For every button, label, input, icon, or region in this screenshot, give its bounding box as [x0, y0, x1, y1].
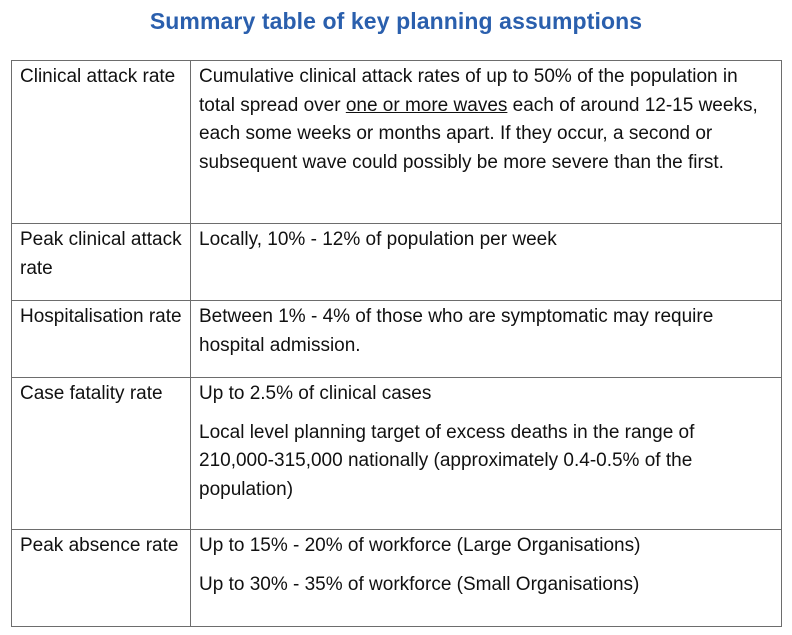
table-row-peak-clinical-attack-rate — [12, 224, 782, 301]
table-row-clinical-attack-rate — [12, 61, 782, 224]
page-title: Summary table of key planning assumptions — [149, 8, 643, 34]
value-text: each of around 12-15 weeks, each some weeks or months apart. If they occur, a second or subsequent wave could possibly be more severe than the first. — [199, 94, 758, 173]
value-paragraph: Local level planning target of excess deaths in the range of 210,000-315,000 nationally (approximately 0.4-0.5% of the population) — [199, 421, 695, 500]
row-value: Locally, 10% - 12% of population per week — [191, 224, 782, 301]
row-label: Peak absence rate — [12, 530, 191, 627]
value-paragraph: Up to 30% - 35% of workforce (Small Organisations) — [199, 573, 640, 595]
row-label: Case fatality rate — [12, 378, 191, 530]
row-label: Hospitalisation rate — [12, 301, 191, 378]
row-value — [191, 530, 782, 627]
assumptions-table — [11, 60, 782, 627]
row-value — [191, 378, 782, 530]
row-value — [191, 61, 782, 224]
table-row-case-fatality-rate — [12, 378, 782, 530]
row-label: Peak clinical attack rate — [12, 224, 191, 301]
row-label: Clinical attack rate — [12, 61, 191, 224]
row-value: Between 1% - 4% of those who are symptomatic may require hospital admission. — [191, 301, 782, 378]
value-paragraph: Up to 15% - 20% of workforce (Large Organisations) — [199, 535, 641, 556]
value-text: Cumulative clinical attack rates of up to 50% of the population in total spread over — [199, 66, 738, 116]
table-row-hospitalisation-rate — [12, 301, 782, 378]
underlined-text: one or more waves — [345, 94, 508, 116]
value-paragraph: Up to 2.5% of clinical cases — [199, 383, 432, 404]
table-row-peak-absence-rate — [12, 530, 782, 627]
